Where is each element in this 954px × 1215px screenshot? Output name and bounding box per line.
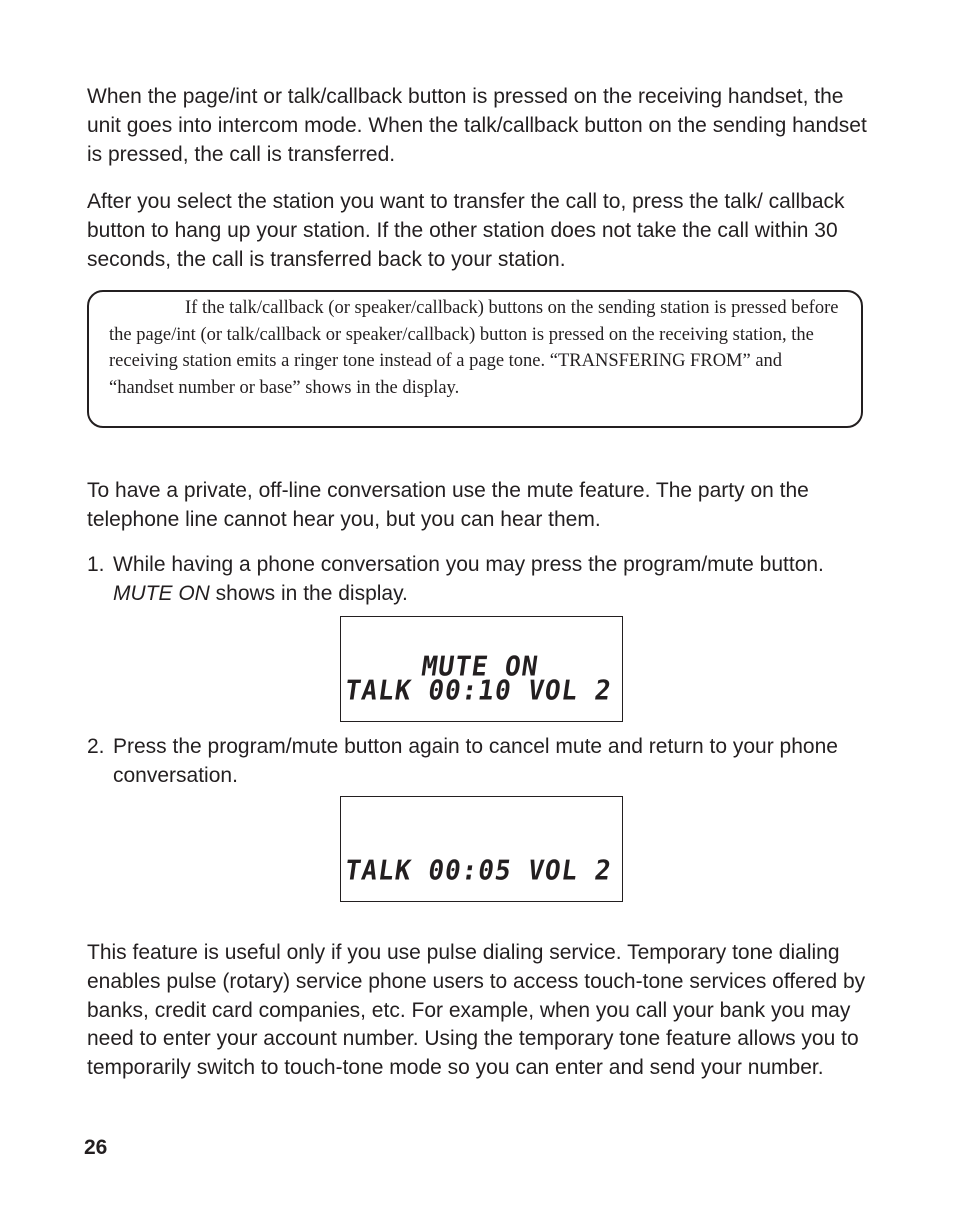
lcd-line-2: TALK 00:10 VOL 2 — [342, 675, 614, 707]
note-box — [87, 290, 863, 428]
step-2-text: Press the program/mute button again to cancel mute and return to your phone conversation. — [113, 735, 838, 787]
transfer-paragraph-2: After you select the station you want to transfer the call to, press the talk/ callback button to hang up your station. If the other station does not take the call within 30 seconds, the call is transferred back to your station. — [87, 190, 845, 271]
lcd-display-talk — [340, 796, 623, 902]
step-1-text-before: While having a phone conversation you may press the program/mute button. — [113, 553, 824, 576]
lcd-line-2: TALK 00:05 VOL 2 — [342, 855, 614, 887]
step-1-text-after: shows in the display. — [209, 581, 408, 605]
transfer-paragraph-1: When the page/int or talk/callback button is pressed on the receiving handset, the unit goes into intercom mode. When the talk/callback button on the sending handset is pressed, the call is transferred. — [87, 85, 867, 166]
step-1-number: 1. — [87, 553, 105, 576]
step-2 — [87, 733, 877, 791]
note-text: If the talk/callback (or speaker/callback) buttons on the sending station is pressed before the page/int (or talk/callback or speaker/callback) button is pressed on the receiving station, the receiving station emits a ringer tone instead of a page tone. “TRANSFERING FROM” and “handset number or base” shows in the display. — [109, 298, 839, 398]
step-1 — [87, 551, 877, 609]
step-1-text — [87, 551, 877, 609]
lcd-display-mute-on — [340, 616, 623, 722]
step-1-emphasis: MUTE ON — [113, 581, 210, 605]
tone-intro-paragraph: This feature is useful only if you use pulse dialing service. Temporary tone dialing enables pulse (rotary) service phone users to access touch-tone services offered by banks, credit card companies, etc. For example, when you call your bank you may need to enter your account number. Using the temporary tone feature allows you to temporarily switch to touch-tone mode so you can enter and send your number. — [87, 941, 866, 1080]
lcd-line-1: MUTE ON — [419, 651, 541, 683]
step-2-number: 2. — [87, 735, 105, 758]
page-number: 26 — [84, 1136, 108, 1159]
mute-intro-paragraph: To have a private, off-line conversation use the mute feature. The party on the telephone line cannot hear you, but you can hear them. — [87, 479, 809, 531]
